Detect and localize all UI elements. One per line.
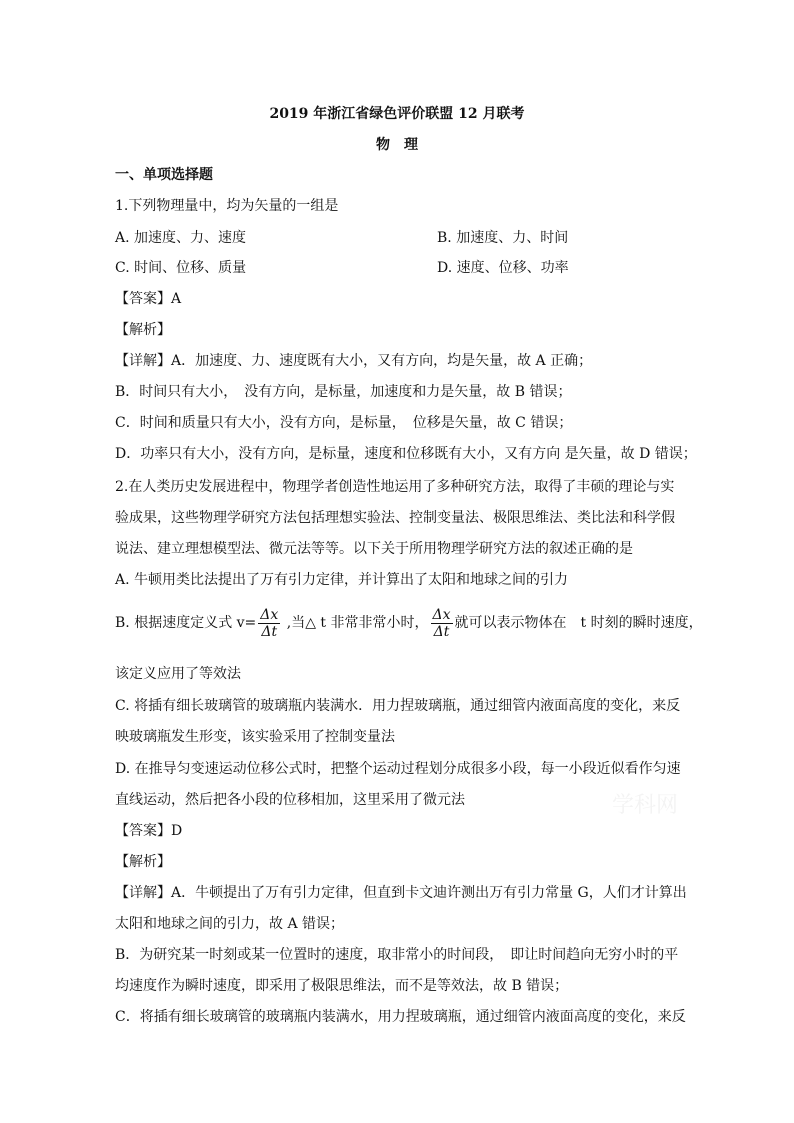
- q2-option-a: A. 牛顿用类比法提出了万有引力定律，并计算出了太阳和地球之间的引力: [115, 572, 569, 588]
- q2-option-b-mid: ,当△ t 非常非常小时，: [282, 615, 429, 631]
- q2-analysis-label: 【解析】: [115, 854, 171, 870]
- fraction-denominator: Δt: [261, 623, 278, 640]
- q2-detail-2: 太阳和地球之间的引力，故 A 错误；: [115, 916, 345, 932]
- q2-option-b: [115, 600, 703, 646]
- section-heading: 一、单项选择题: [115, 167, 213, 183]
- q1-option-b: B. 加速度、力、时间: [437, 230, 569, 246]
- q2-stem-line1: 2.在人类历史发展进程中，物理学者创造性地运用了多种研究方法，取得了丰硕的理论与实: [115, 479, 675, 495]
- q2-detail-4: 均速度作为瞬时速度，即采用了极限思维法，而不是等效法，故 B 错误；: [115, 978, 569, 994]
- q2-stem-line3: 说法、建立理想模型法、微元法等等。以下关于所用物理学研究方法的叙述正确的是: [115, 541, 633, 557]
- exam-title: 2019 年浙江省绿色评价联盟 12 月联考: [269, 106, 525, 122]
- q1-option-d: D. 速度、位移、功率: [437, 260, 569, 276]
- q2-answer: 【答案】D: [115, 823, 183, 839]
- q1-detail-b: B．时间只有大小， 没有方向，是标量，加速度和力是矢量，故 B 错误；: [115, 384, 572, 400]
- q2-detail-3: B．为研究某一时刻或某一位置时的速度，取非常小的时间段， 即让时间趋向无穷小时的平: [115, 947, 679, 963]
- q1-analysis-label: 【解析】: [115, 322, 171, 338]
- q2-option-d-line2: 直线运动，然后把各小段的位移相加，这里采用了微元法: [115, 792, 465, 808]
- q2-stem-line2: 验成果，这些物理学研究方法包括理想实验法、控制变量法、极限思维法、类比法和科学假: [115, 510, 675, 526]
- q1-detail-a: 【详解】A．加速度、力、速度既有大小，又有方向，均是矢量，故 A 正确；: [115, 353, 593, 369]
- q1-detail-c: C．时间和质量只有大小，没有方向，是标量， 位移是矢量，故 C 错误；: [115, 415, 573, 431]
- watermark: 学科网: [612, 793, 679, 818]
- q1-option-a: A. 加速度、力、速度: [115, 230, 247, 246]
- subject-title: 物 理: [376, 137, 418, 153]
- q2-option-c-line2: 映玻璃瓶发生形变，该实验采用了控制变量法: [115, 729, 395, 745]
- q1-option-c: C. 时间、位移、质量: [115, 260, 247, 276]
- fraction-denominator-2: Δt: [433, 623, 450, 640]
- velocity-fraction-2: [431, 607, 453, 640]
- q2-detail-1: 【详解】A．牛顿提出了万有引力定律，但直到卡文迪许测出万有引力常量 G，人们才计算出: [115, 885, 687, 901]
- q2-option-d-line1: D. 在推导匀变速运动位移公式时，把整个运动过程划分成很多小段，每一小段近似看作匀速: [115, 761, 681, 777]
- q1-answer: 【答案】A: [115, 291, 182, 307]
- q2-option-b-line2: 该定义应用了等效法: [115, 666, 241, 682]
- q2-option-c-line1: C. 将插有细长玻璃管的玻璃瓶内装满水．用力捏玻璃瓶，通过细管内液面高度的变化，来反: [115, 698, 681, 714]
- fraction-numerator: Δx: [260, 606, 279, 623]
- q2-option-b-prefix: B. 根据速度定义式 v=: [115, 615, 257, 631]
- fraction-numerator-2: Δx: [432, 606, 451, 623]
- q1-detail-d: D．功率只有大小，没有方向，是标量，速度和位移既有大小，又有方向 是矢量，故 D 错误；: [115, 446, 697, 462]
- q2-option-b-mid2: 就可以表示物体在 t 时刻的瞬时速度，: [454, 615, 703, 631]
- velocity-fraction: [258, 607, 280, 640]
- q2-detail-5: C．将插有细长玻璃管的玻璃瓶内装满水，用力捏玻璃瓶，通过细管内液面高度的变化，来反: [115, 1009, 686, 1025]
- q1-stem: 1.下列物理量中，均为矢量的一组是: [115, 198, 339, 214]
